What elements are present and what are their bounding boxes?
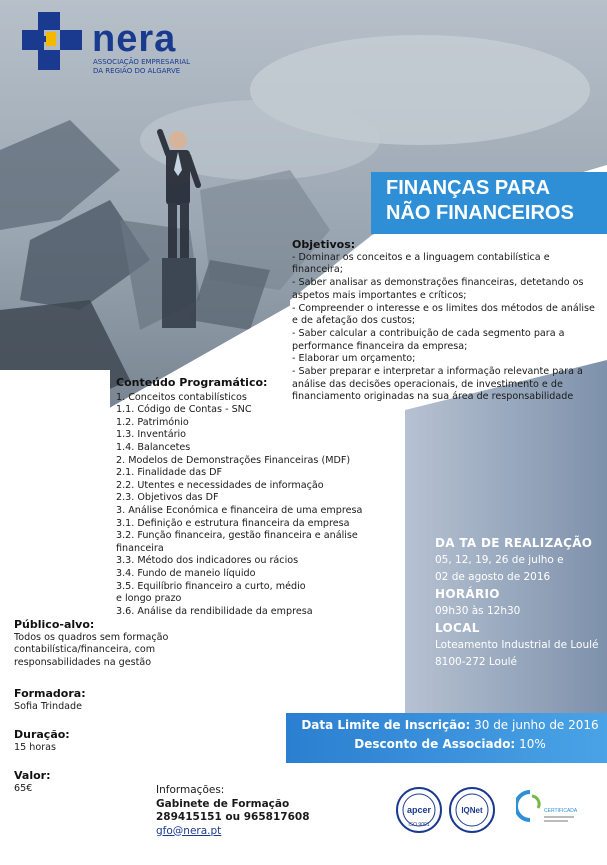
conteudo-item: 3. Análise Económica e financeira de uma empresa — [116, 504, 363, 516]
objetivo-item: - Saber analisar as demonstrações financeiras, detetando os aspetos mais importantes e críticos; — [292, 277, 584, 301]
objetivo-item: - Saber calcular a contribuição de cada segmento para a performance financeira da empresa; — [292, 327, 565, 352]
local-text: Loteamento Industrial de Loulé — [435, 639, 599, 651]
objetivo-item: - Compreender o interesse e os limites dos métodos de análise e de afetação dos custos; — [292, 302, 595, 327]
email-link[interactable]: gfo@nera.pt — [156, 824, 222, 837]
brand-subtitle: ASSOCIAÇÃO EMPRESARIAL DA REGIÃO DO ALGARVE — [93, 58, 191, 75]
formadora-heading: Formadora: — [14, 687, 86, 700]
objetivo-item: - Elaborar um orçamento; — [292, 353, 416, 365]
conteudo-item: 2. Modelos de Demonstrações Financeiras (MDF) — [116, 454, 351, 466]
svg-text:CERTIFICADA: CERTIFICADA — [544, 808, 578, 814]
desconto-label: Desconto de Associado: — [354, 737, 516, 751]
iqnet-certification-icon — [448, 786, 496, 834]
conteudo-item: 2.3. Objetivos das DF — [116, 492, 219, 504]
conteudo-item: 3.4. Fundo de maneio líquido — [116, 567, 256, 579]
local-heading: LOCAL — [435, 621, 480, 635]
conteudo-item: 2.2. Utentes e necessidades de informação — [116, 479, 324, 491]
duracao-section — [14, 729, 244, 754]
nera-logo-icon — [22, 12, 86, 72]
dgert-certification-icon — [516, 786, 580, 836]
conteudo-section — [116, 377, 401, 618]
conteudo-item: 3.6. Análise da rendibilidade da empresa — [116, 605, 313, 617]
publico-text: Todos os quadros sem formação contabilística/financeira, com responsabilidades na gestão — [14, 631, 169, 668]
conteudo-item: 3.5. Equilíbrio financeiro a curto, médio e longo prazo — [116, 580, 306, 605]
publico-heading: Público-alvo: — [14, 618, 95, 631]
informacoes-section — [156, 784, 310, 838]
local-text: 8100-272 Loulé — [435, 656, 518, 668]
limite-label: Data Limite de Inscrição: — [301, 718, 471, 732]
page-title: FINANÇAS PARA NÃO FINANCEIROS — [386, 177, 574, 224]
conteudo-item: 1.4. Balancetes — [116, 441, 191, 453]
realizacao-dates: 05, 12, 19, 26 de julho e — [435, 554, 564, 566]
objetivo-item: - Saber preparar e interpretar a informação relevante para a análise das decisões operacionais, de investimento e de financiamento originadas na sua área de responsabilidade — [292, 366, 583, 403]
objetivo-item: - Dominar os conceitos e a linguagem contabilística e financeira; — [292, 251, 550, 276]
conteudo-item: 1. Conceitos contabilísticos — [116, 391, 247, 403]
formadora-text: Sofia Trindade — [14, 700, 83, 712]
conteudo-item: 3.2. Função financeira, gestão financeira e análise financeira — [116, 530, 358, 554]
realizacao-section — [435, 535, 605, 671]
conteudo-item: 1.3. Inventário — [116, 429, 187, 441]
duracao-heading: Duração: — [14, 728, 70, 741]
phone-numbers: 289415151 ou 965817608 — [156, 811, 310, 823]
desconto-value: 10% — [519, 737, 546, 751]
gabinete-label: Gabinete de Formação — [156, 797, 290, 810]
formadora-section — [14, 688, 244, 713]
conteudo-item: 3.3. Método dos indicadores ou rácios — [116, 555, 299, 567]
svg-text:apcer: apcer — [406, 805, 432, 815]
publico-section — [14, 619, 244, 669]
conteudo-item: 1.2. Património — [116, 416, 189, 428]
objetivos-heading: Objetivos: — [292, 238, 356, 251]
svg-text:ISO 9001: ISO 9001 — [408, 822, 430, 828]
valor-heading: Valor: — [14, 769, 51, 782]
duracao-text: 15 horas — [14, 741, 57, 753]
realizacao-heading: DA TA DE REALIZAÇÃO — [435, 536, 593, 550]
realizacao-dates: 02 de agosto de 2016 — [435, 571, 551, 583]
horario-heading: HORÁRIO — [435, 587, 500, 601]
svg-text:IQNet: IQNet — [461, 806, 483, 815]
limite-value: 30 de junho de 2016 — [474, 718, 599, 732]
conteudo-item: 1.1. Código de Contas - SNC — [116, 404, 252, 416]
apcer-certification-icon — [395, 786, 443, 834]
horario-text: 09h30 às 12h30 — [435, 605, 521, 617]
brand-name: nera — [92, 18, 177, 60]
conteudo-item: 3.1. Definição e estrutura financeira da empresa — [116, 517, 350, 529]
inscricao-band — [300, 716, 600, 754]
conteudo-item: 2.1. Finalidade das DF — [116, 467, 223, 479]
informacoes-label: Informações: — [156, 784, 225, 796]
conteudo-heading: Conteúdo Programático: — [116, 376, 268, 389]
valor-text: 65€ — [14, 782, 33, 794]
